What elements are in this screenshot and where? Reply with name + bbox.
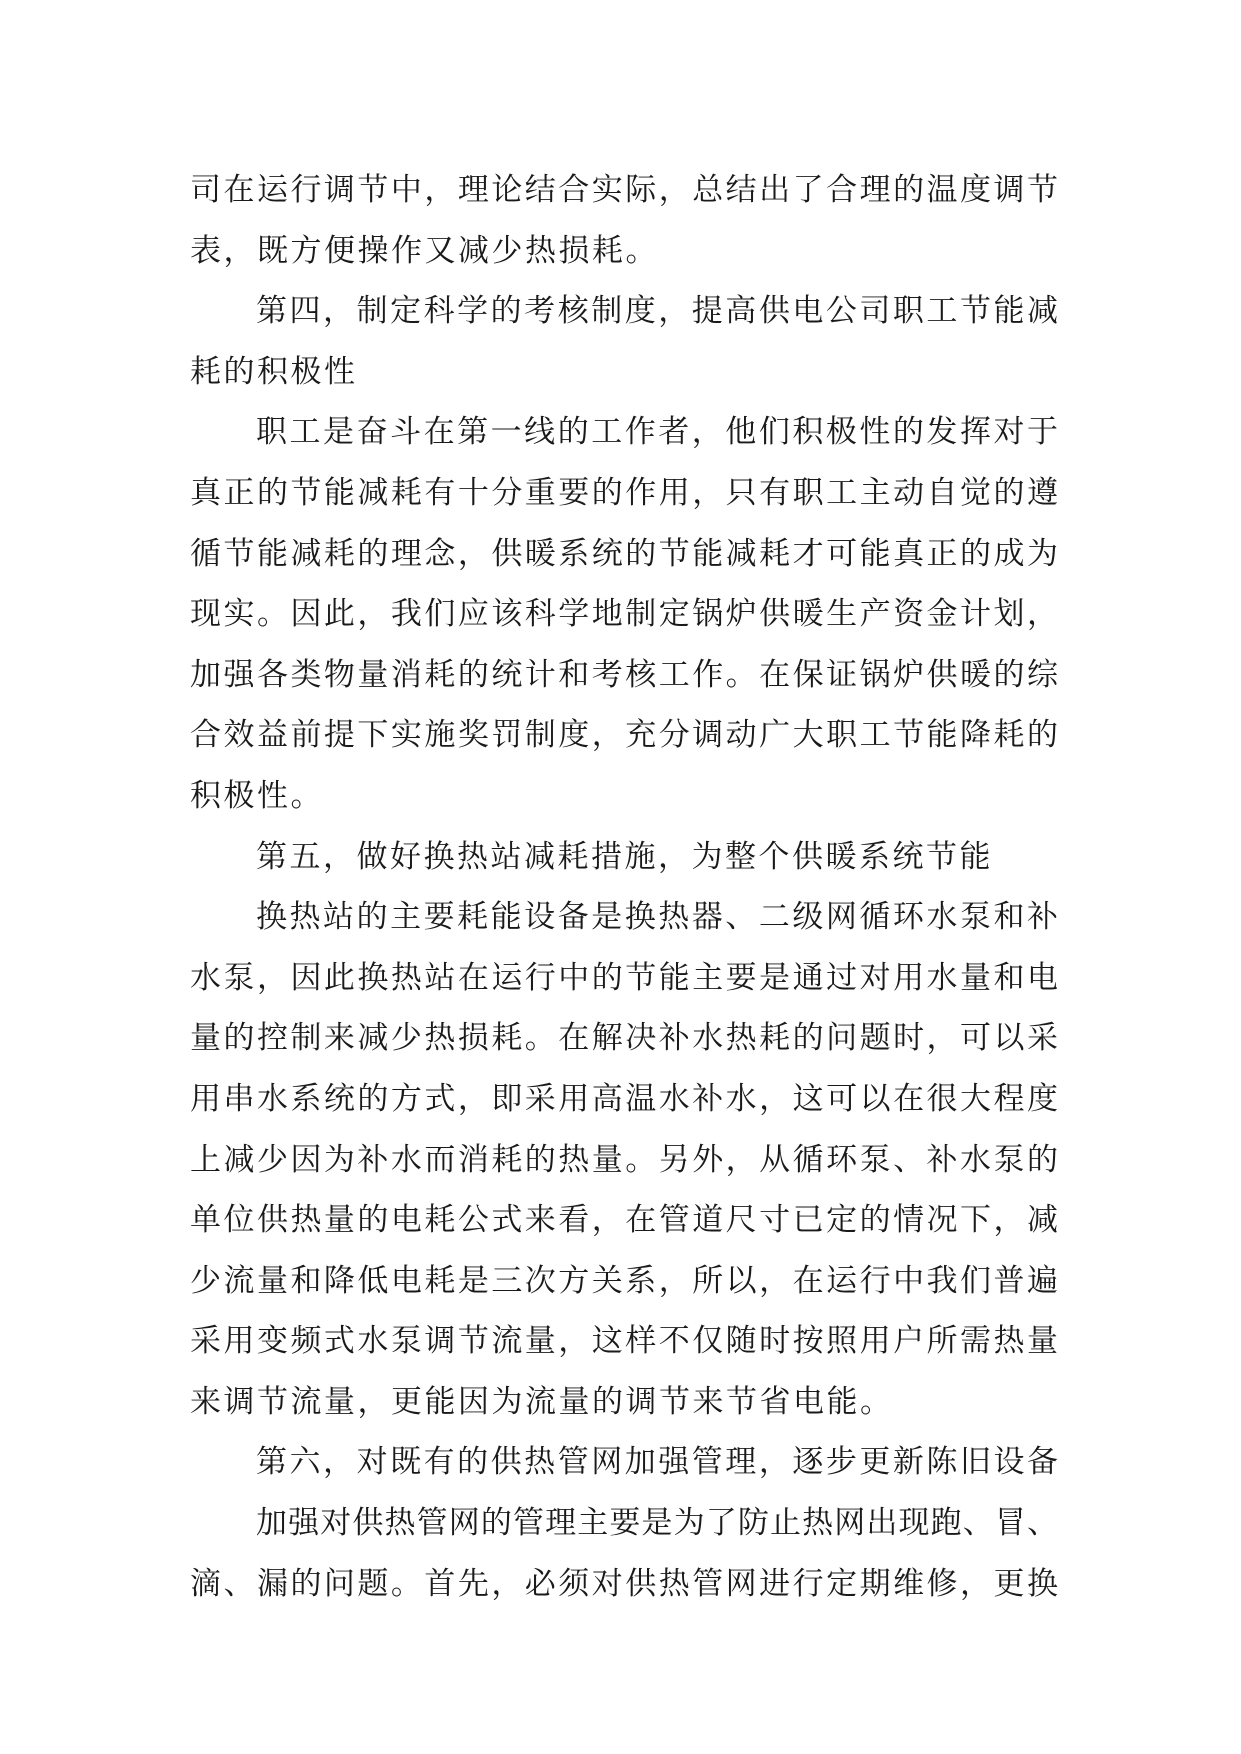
text-line: 合效益前提下实施奖罚制度，充分调动广大职工节能降耗的 <box>190 717 1058 754</box>
text-line: 量的控制来减少热损耗。在解决补水热耗的问题时，可以采 <box>190 1020 1058 1057</box>
section-heading: 第五，做好换热站减耗措施，为整个供暖系统节能 <box>256 838 993 875</box>
text-line: 积极性。 <box>190 777 324 814</box>
text-line: 少流量和降低电耗是三次方关系，所以，在运行中我们普遍 <box>190 1262 1058 1299</box>
section-heading: 第六，对既有的供热管网加强管理，逐步更新陈旧设备 <box>256 1444 1058 1481</box>
text-line: 滴、漏的问题。首先，必须对供热管网进行定期维修，更换 <box>190 1565 1058 1602</box>
text-line: 真正的节能减耗有十分重要的作用，只有职工主动自觉的遵 <box>190 474 1058 511</box>
section-heading: 第四，制定科学的考核制度，提高供电公司职工节能减 <box>256 293 1058 330</box>
text-line: 现实。因此，我们应该科学地制定锅炉供暖生产资金计划， <box>190 596 1058 633</box>
text-line: 用串水系统的方式，即采用高温水补水，这可以在很大程度 <box>190 1080 1058 1117</box>
text-line: 司在运行调节中，理论结合实际，总结出了合理的温度调节 <box>190 172 1058 208</box>
text-line: 职工是奋斗在第一线的工作者，他们积极性的发挥对于 <box>256 414 1058 451</box>
text-line: 采用变频式水泵调节流量，这样不仅随时按照用户所需热量 <box>190 1323 1058 1360</box>
text-line: 水泵，因此换热站在运行中的节能主要是通过对用水量和电 <box>190 959 1058 996</box>
text-line: 加强对供热管网的管理主要是为了防止热网出现跑、冒、 <box>256 1505 1058 1542</box>
text-line: 加强各类物量消耗的统计和考核工作。在保证锅炉供暖的综 <box>190 656 1058 693</box>
section-heading: 耗的积极性 <box>190 353 358 390</box>
text-line: 换热站的主要耗能设备是换热器、二级网循环水泵和补 <box>256 899 1058 936</box>
text-line: 表，既方便操作又减少热损耗。 <box>190 232 659 269</box>
text-line: 上减少因为补水而消耗的热量。另外，从循环泵、补水泵的 <box>190 1141 1058 1178</box>
text-line: 循节能减耗的理念，供暖系统的节能减耗才可能真正的成为 <box>190 535 1058 572</box>
text-line: 来调节流量，更能因为流量的调节来节省电能。 <box>190 1383 894 1420</box>
text-line: 单位供热量的电耗公式来看，在管道尺寸已定的情况下，减 <box>190 1202 1058 1239</box>
body-text <box>190 160 1058 1614</box>
